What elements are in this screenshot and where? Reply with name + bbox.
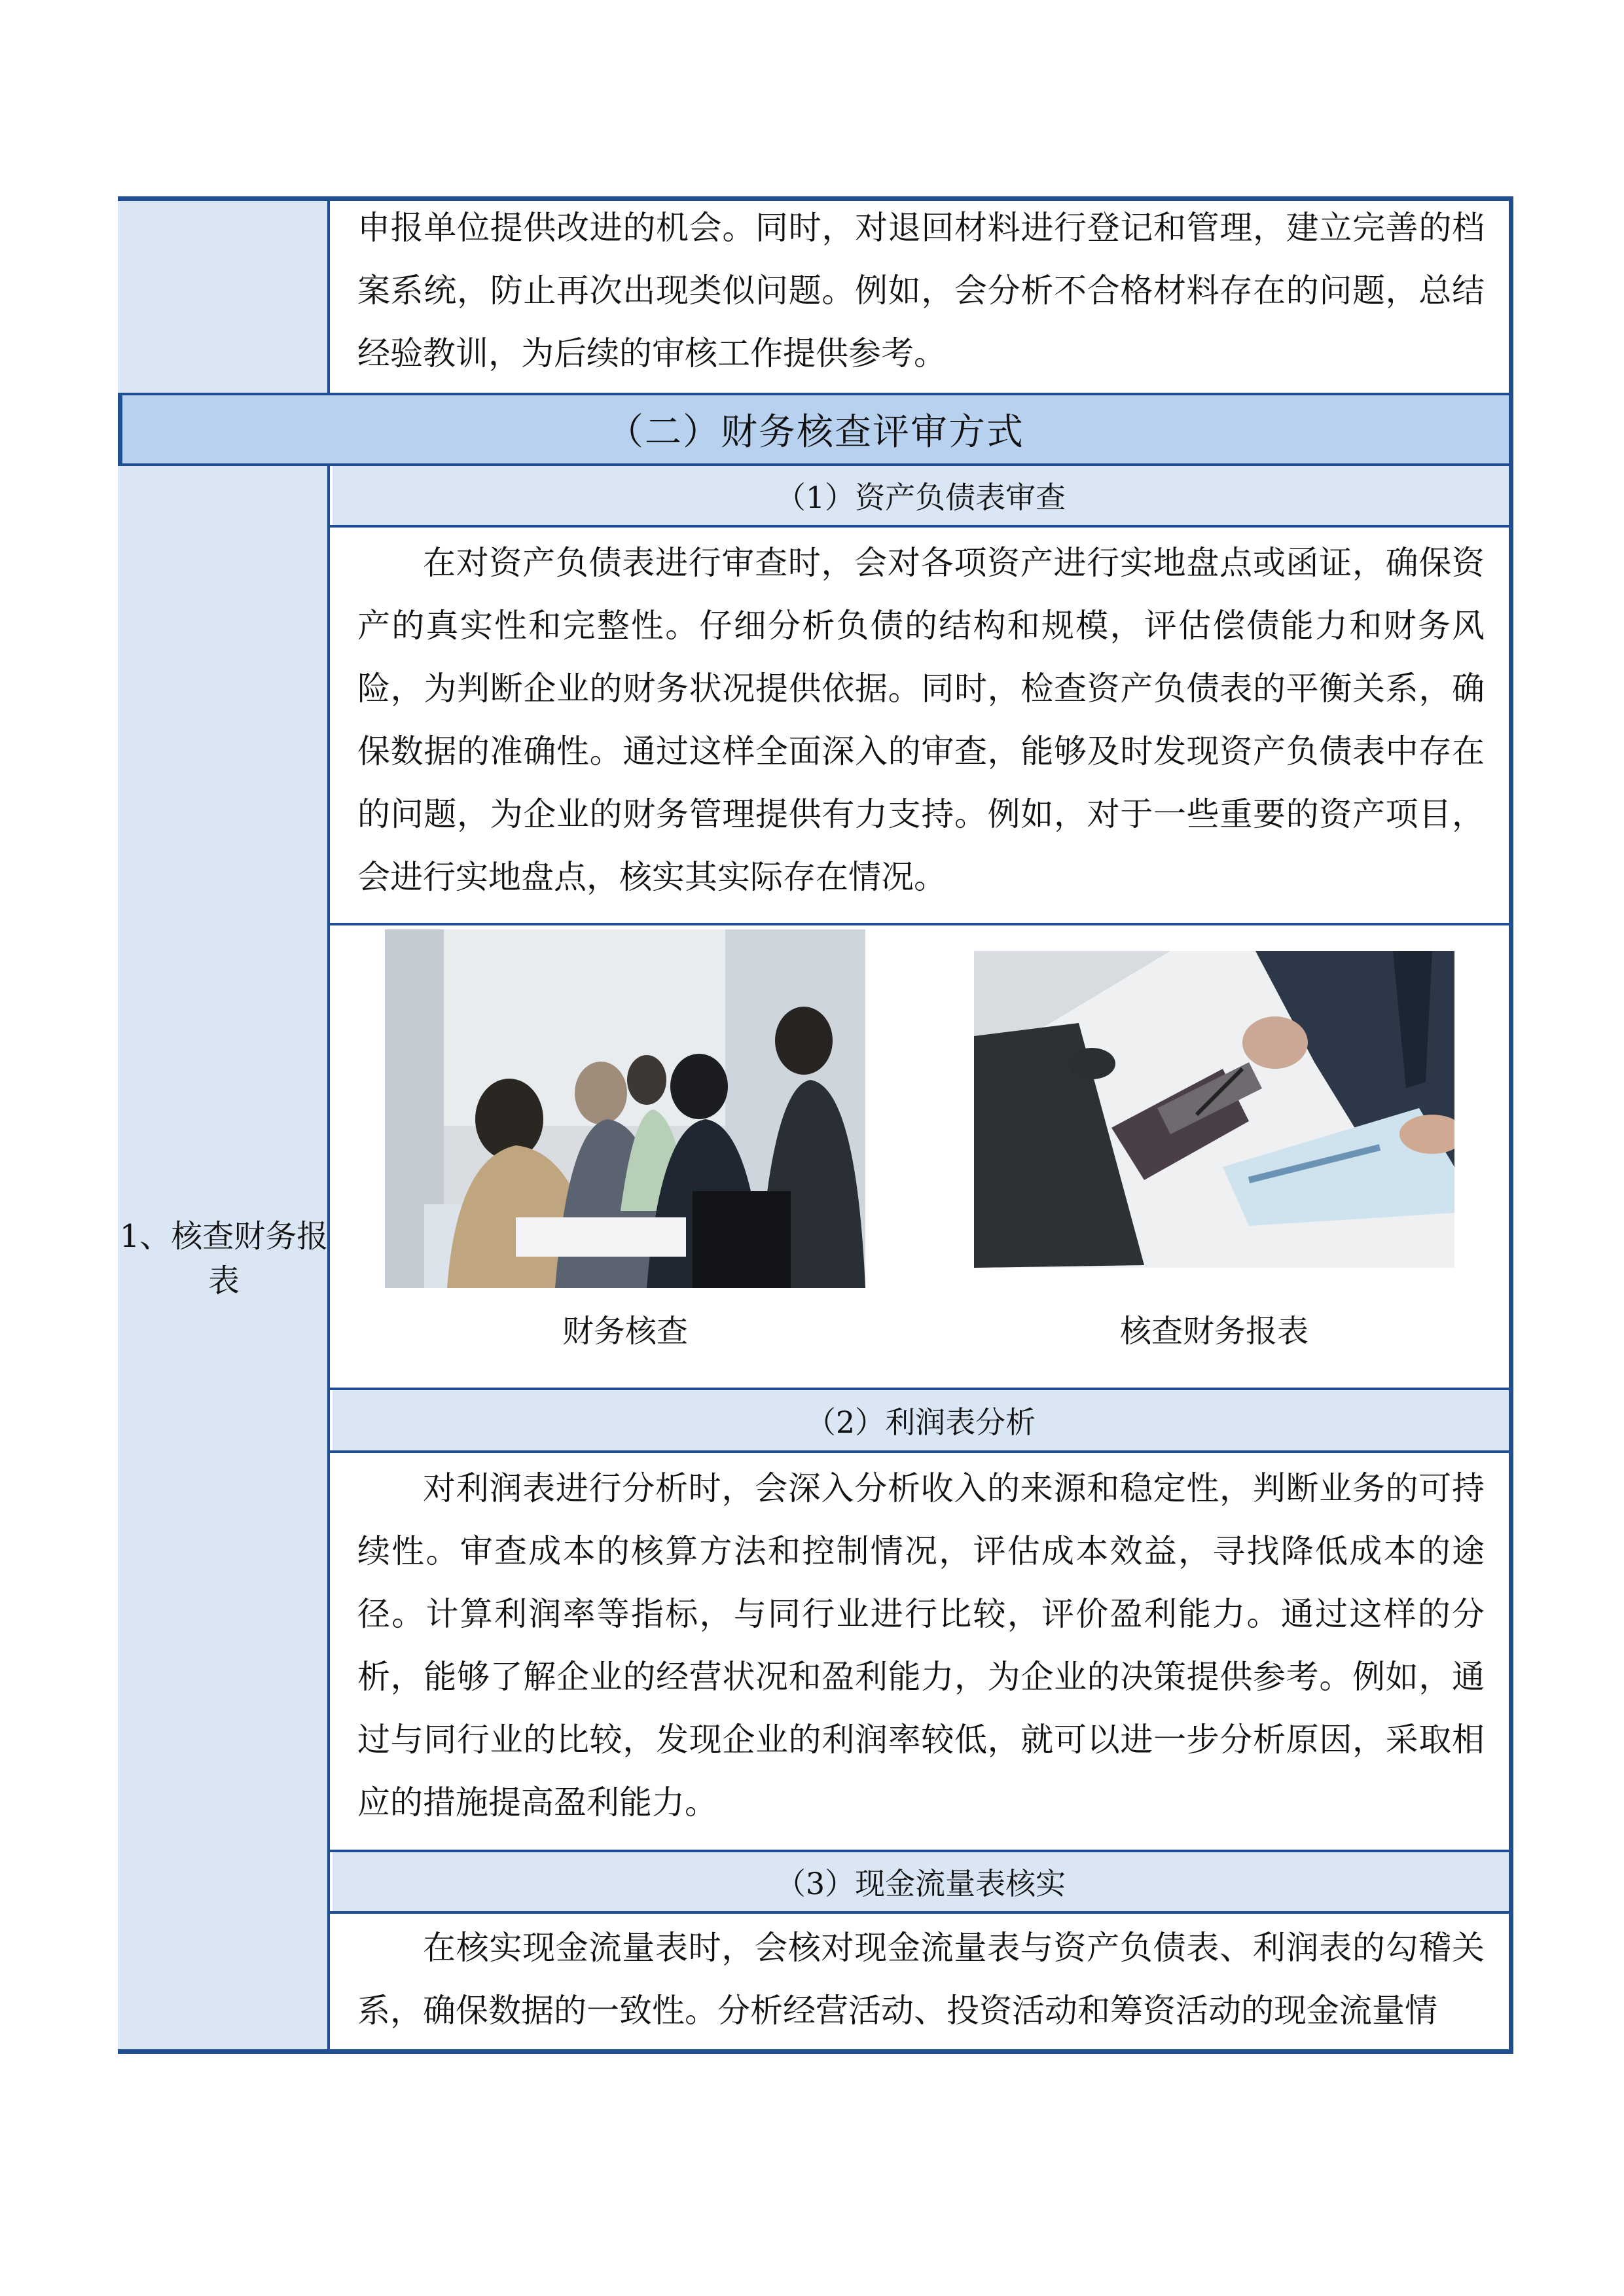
calculator-and-pen-image: [974, 951, 1454, 1268]
left-column-top: [118, 201, 330, 395]
subsection-paragraph: 在对资产负债表进行审查时，会对各项资产进行实地盘点或函证，确保资产的真实性和完整性。仔细分析负债的结构和规模，评估偿债能力和财务风险，为判断企业的财务状况提供依据。同时，检查资产负债表的平衡关系，确保数据的准确性。通过这样全面深入的审查，能够及时发现资产负债表中存在的问题，为企业的财务管理提供有力支持。例如，对于一些重要的资产项目，会进行实地盘点，核实其实际存在情况。: [357, 544, 1485, 896]
subsection-title: （3）现金流量表核实: [333, 1852, 1509, 1911]
subsection-title: （1）资产负债表审查: [333, 466, 1509, 525]
intro-paragraph: 申报单位提供改进的机会。同时，对退回材料进行登记和管理，建立完善的档案系统，防止再次出现类似问题。例如，会分析不合格材料存在的问题，总结经验教训，为后续的审核工作提供参考。: [357, 209, 1485, 372]
divider: [330, 1450, 1513, 1453]
row-label: 1、核查财务报表: [119, 1218, 329, 1299]
divider: [330, 923, 1513, 925]
section-title: （二）财务核查评审方式: [122, 395, 1509, 463]
subsection-title: （2）利润表分析: [333, 1390, 1509, 1450]
subsection-paragraph: 在核实现金流量表时，会核对现金流量表与资产负债表、利润表的勾稽关系，确保数据的一致性。分析经营活动、投资活动和筹资活动的现金流量情: [357, 1929, 1485, 2030]
photo-caption: 财务核查: [562, 1313, 688, 1350]
photo-check-statements: [974, 951, 1454, 1268]
divider: [330, 1911, 1513, 1914]
photo-caption: 核查财务报表: [1119, 1313, 1308, 1350]
people-reviewing-documents-image: [385, 929, 865, 1288]
divider: [330, 525, 1513, 528]
photo-financial-audit: [385, 929, 865, 1288]
subsection-paragraph: 对利润表进行分析时，会深入分析收入的来源和稳定性，判断业务的可持续性。审查成本的核算方法和控制情况，评估成本效益，寻找降低成本的途径。计算利润率等指标，与同行业进行比较，评价盈利能力。通过这样的分析，能够了解企业的经营状况和盈利能力，为企业的决策提供参考。例如，通过与同行业的比较，发现企业的利润率较低，就可以进一步分析原因，采取相应的措施提高盈利能力。: [357, 1469, 1485, 1821]
